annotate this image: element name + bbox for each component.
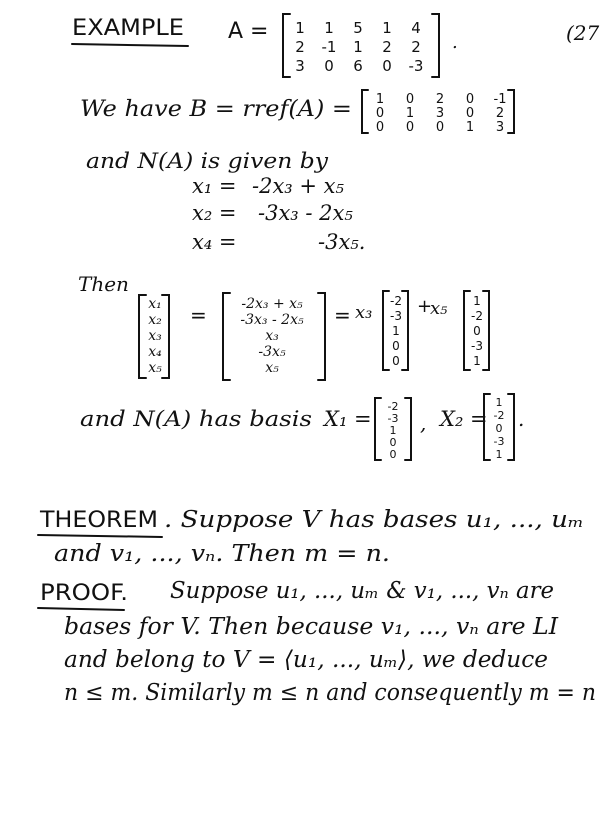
matrix-b-cell: 0: [375, 106, 385, 121]
proof-underline: [38, 608, 124, 610]
basis-vector-x2: [484, 394, 514, 461]
matrix-a-cell: -3: [408, 57, 424, 75]
theorem-line2: and v₁, ..., vₙ. Then m = n.: [54, 541, 390, 567]
x1-entry: 0: [389, 436, 397, 449]
matrix-a-cell: 5: [353, 19, 363, 37]
parametric-vector: [223, 293, 325, 380]
matrix-a-cell: 0: [382, 57, 392, 75]
matrix-b-cell: 3: [435, 106, 445, 121]
matrix-b-cell: -1: [493, 92, 507, 107]
v1-entry: 1: [392, 324, 400, 338]
x-vector-entry: x₄: [148, 344, 162, 360]
page-number: (27: [566, 21, 600, 45]
x2-entry: -2: [493, 409, 505, 422]
matrix-b-cell: 0: [465, 92, 475, 107]
plus-sign: +: [417, 296, 433, 317]
matrix-a-cell: 1: [353, 38, 363, 56]
matrix-b-cell: 0: [435, 120, 445, 135]
coef-x5: x₅: [430, 298, 448, 319]
vector-v1: [383, 291, 408, 370]
v1-entry: 0: [392, 339, 400, 353]
x2-entry: 0: [495, 422, 503, 435]
x1-entry: 1: [389, 424, 397, 437]
matrix-b-cell: 1: [375, 92, 385, 107]
eq-x2-lhs: x₂ =: [192, 201, 237, 225]
equals-1: =: [190, 303, 207, 327]
eq-x4-rhs: -3x₅.: [318, 230, 366, 254]
example-period: .: [452, 32, 458, 53]
theorem-line1: . Suppose V has bases u₁, ..., uₘ: [164, 507, 584, 533]
matrix-b: [362, 90, 514, 135]
x-vector-entry: x₅: [148, 360, 162, 376]
x-vector-entry: x₃: [148, 328, 162, 344]
v2-entry: 0: [473, 324, 481, 338]
v1-entry: 0: [392, 354, 400, 368]
parametric-vector-entry: x₃: [265, 328, 279, 344]
x2-entry: -3: [493, 435, 505, 448]
eq-x1-rhs: -2x₃ + x₅: [252, 174, 344, 198]
v2-entry: -3: [471, 339, 483, 353]
proof-line1: Suppose u₁, ..., uₘ & v₁, ..., vₙ are: [170, 578, 554, 604]
theorem-underline: [38, 535, 162, 537]
basis-period: .: [518, 407, 525, 431]
matrix-b-cell: 0: [375, 120, 385, 135]
parametric-vector-entry: -3x₅: [258, 344, 286, 360]
basis-comma: ,: [420, 411, 427, 435]
matrix-b-cell: 1: [465, 120, 475, 135]
x2-entry: 1: [495, 448, 503, 461]
x1-entry: -3: [387, 412, 399, 425]
v2-entry: 1: [473, 354, 481, 368]
matrix-a-cell: 4: [411, 19, 421, 37]
a-equals: A =: [228, 19, 269, 44]
x2-entry: 1: [495, 396, 503, 409]
matrix-a-cell: 0: [324, 57, 334, 75]
parametric-vector-entry: -3x₃ - 2x₅: [240, 312, 304, 328]
example-underline: [72, 44, 188, 46]
basis-vector-x1: [375, 398, 411, 461]
nullspace-intro: and N(A) is given by: [86, 149, 330, 173]
matrix-a-cell: 2: [411, 38, 421, 56]
matrix-a-cell: 2: [295, 38, 305, 56]
x-vector-entry: x₁: [148, 296, 162, 312]
matrix-a-cell: -1: [321, 38, 337, 56]
matrix-b-cell: 0: [405, 120, 415, 135]
proof-line4: n ≤ m. Similarly m ≤ n and consequently m = n: [64, 680, 596, 706]
v2-entry: -2: [471, 309, 483, 323]
parametric-vector-entry: -2x₃ + x₅: [241, 296, 303, 312]
proof-label: PROOF.: [40, 581, 128, 606]
eq-x2-rhs: -3x₃ - 2x₅: [258, 201, 353, 225]
matrix-b-cell: 1: [405, 106, 415, 121]
rref-prefix: We have B = rref(A) =: [80, 97, 352, 122]
example-label: EXAMPLE: [72, 16, 184, 41]
matrix-a-cell: 6: [353, 57, 363, 75]
then-label: Then: [78, 272, 129, 296]
x-vector: [139, 295, 169, 378]
matrix-a-cell: 2: [382, 38, 392, 56]
matrix-a-cell: 1: [324, 19, 334, 37]
parametric-vector-entry: x₅: [265, 360, 279, 376]
x-vector-entry: x₂: [148, 312, 162, 328]
matrix-a-cell: 1: [295, 19, 305, 37]
x2-label: X₂ =: [440, 407, 488, 431]
proof-line2: bases for V. Then because v₁, ..., vₙ are LI: [64, 614, 559, 640]
v1-entry: -3: [390, 309, 402, 323]
coef-x3: x₃: [355, 302, 373, 323]
matrix-a-cell: 3: [295, 57, 305, 75]
basis-prefix: and N(A) has basis: [80, 407, 313, 431]
matrix-b-cell: 2: [435, 92, 445, 107]
v1-entry: -2: [390, 294, 402, 308]
x1-label: X₁ =: [324, 407, 372, 431]
matrix-a: [283, 14, 439, 77]
v2-entry: 1: [473, 294, 481, 308]
vector-v2: [464, 291, 489, 370]
equals-2: =: [334, 303, 351, 327]
eq-x1-lhs: x₁ =: [192, 174, 237, 198]
theorem-label: THEOREM: [38, 508, 158, 533]
matrix-b-cell: 3: [495, 120, 505, 135]
matrix-b-cell: 0: [405, 92, 415, 107]
x1-entry: -2: [387, 400, 399, 413]
eq-x4-lhs: x₄ =: [192, 230, 237, 254]
x1-entry: 0: [389, 448, 397, 461]
matrix-a-cell: 1: [382, 19, 392, 37]
matrix-b-cell: 0: [465, 106, 475, 121]
matrix-b-cell: 2: [495, 106, 505, 121]
proof-line3: and belong to V = ⟨u₁, ..., uₘ⟩, we deduce: [64, 647, 548, 673]
